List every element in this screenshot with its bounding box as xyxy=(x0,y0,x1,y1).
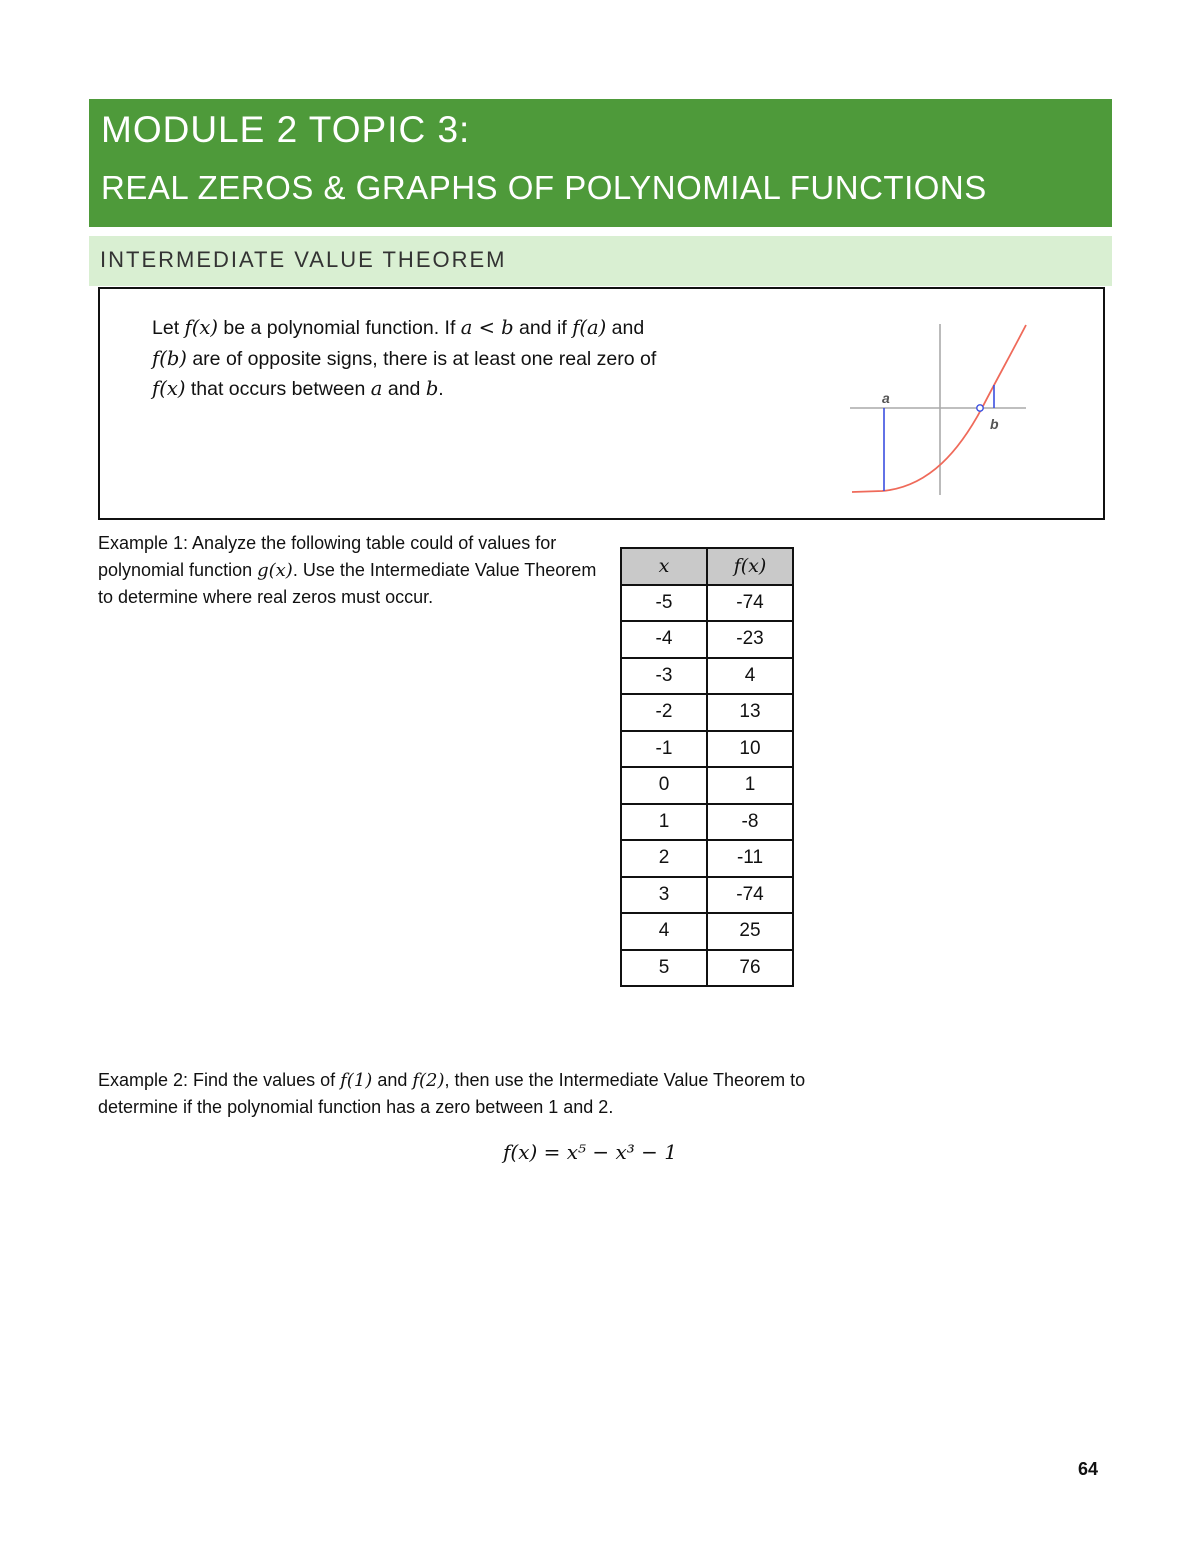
cell-fx: -74 xyxy=(707,877,793,914)
example-2-text-1: Example 2: Find the values of xyxy=(98,1070,341,1090)
zero-point xyxy=(977,405,983,411)
cell-x: -1 xyxy=(621,731,707,768)
cell-x: -4 xyxy=(621,621,707,658)
theorem-text-1: Let xyxy=(152,317,185,339)
table-row xyxy=(621,950,793,987)
table-row xyxy=(621,877,793,914)
table-row xyxy=(621,913,793,950)
cell-fx: 1 xyxy=(707,767,793,804)
example-2-text-3: , then use the Intermediate Value Theorem to determine if the polynomial function has a zero between 1 and 2. xyxy=(98,1070,806,1117)
theorem-math-fx: f(x) xyxy=(184,316,218,339)
cell-fx: 4 xyxy=(707,658,793,695)
cell-fx: 10 xyxy=(707,731,793,768)
values-table xyxy=(620,547,794,987)
cell-x: 4 xyxy=(621,913,707,950)
module-header xyxy=(89,99,1112,227)
label-b: b xyxy=(990,416,999,432)
cell-fx: 13 xyxy=(707,694,793,731)
section-header xyxy=(89,236,1112,286)
theorem-text-2: be a polynomial function. If xyxy=(217,317,461,339)
cell-fx: 76 xyxy=(707,950,793,987)
table-row xyxy=(621,804,793,841)
table-row xyxy=(621,694,793,731)
theorem-math-fa: f(a) xyxy=(572,316,607,339)
topic-title: REAL ZEROS & GRAPHS OF POLYNOMIAL FUNCTIONS xyxy=(101,169,987,206)
cell-x: 0 xyxy=(621,767,707,804)
table-row xyxy=(621,658,793,695)
theorem-text-5: are of opposite signs, there is at least one real zero of xyxy=(186,347,657,370)
ivt-diagram xyxy=(850,319,1035,499)
cell-x: 5 xyxy=(621,950,707,987)
cell-x: -3 xyxy=(621,658,707,695)
example-1-math-gx: g(x) xyxy=(257,559,293,581)
header-fx: f(x) xyxy=(707,548,793,585)
theorem-text-6: that occurs between xyxy=(185,378,371,400)
theorem-text-3: and if xyxy=(513,317,573,339)
cell-x: 3 xyxy=(621,877,707,914)
theorem-text-4: and xyxy=(606,317,645,339)
table-row xyxy=(621,767,793,804)
cell-x: -5 xyxy=(621,585,707,622)
table-row xyxy=(621,585,793,622)
module-title: MODULE 2 TOPIC 3: xyxy=(101,109,471,150)
theorem-text-7: and xyxy=(382,378,426,400)
theorem-math-fb: f(b) xyxy=(152,346,187,370)
header-x: x xyxy=(621,548,707,585)
cell-x: 2 xyxy=(621,840,707,877)
example-1-text-1: Example 1: Analyze the following table could of values for polynomial function xyxy=(98,533,557,580)
example-2-prompt xyxy=(98,1067,858,1121)
cell-fx: -23 xyxy=(707,621,793,658)
table-row xyxy=(621,621,793,658)
cell-x: 1 xyxy=(621,804,707,841)
theorem-math-fx-2: f(x) xyxy=(152,377,186,400)
page-number: 64 xyxy=(1078,1459,1099,1479)
cell-fx: -11 xyxy=(707,840,793,877)
label-a: a xyxy=(882,390,890,406)
theorem-math-b: b xyxy=(425,377,439,400)
table-row xyxy=(621,731,793,768)
table-row xyxy=(621,840,793,877)
table-header-row xyxy=(621,548,793,585)
example-1-text-2: . Use the Intermediate Value Theorem to determine where real zeros must occur. xyxy=(98,559,597,607)
section-title: INTERMEDIATE VALUE THEOREM xyxy=(100,247,507,272)
cell-fx: -74 xyxy=(707,585,793,622)
cell-fx: 25 xyxy=(707,913,793,950)
theorem-text-8: . xyxy=(438,378,444,400)
cell-x: -2 xyxy=(621,694,707,731)
example-1-prompt xyxy=(98,530,608,611)
cell-fx: -8 xyxy=(707,804,793,841)
polynomial-equation: f(x) = x⁵ − x³ − 1 xyxy=(502,1140,678,1164)
example-2-math-f2: f(2) xyxy=(412,1070,445,1091)
example-2-text-2: and xyxy=(372,1070,413,1090)
theorem-box xyxy=(98,287,1105,520)
example-2-math-f1: f(1) xyxy=(340,1070,373,1091)
theorem-math-a: a xyxy=(370,377,383,400)
theorem-statement xyxy=(152,313,772,405)
theorem-math-a-less-b: a < b xyxy=(460,316,514,339)
